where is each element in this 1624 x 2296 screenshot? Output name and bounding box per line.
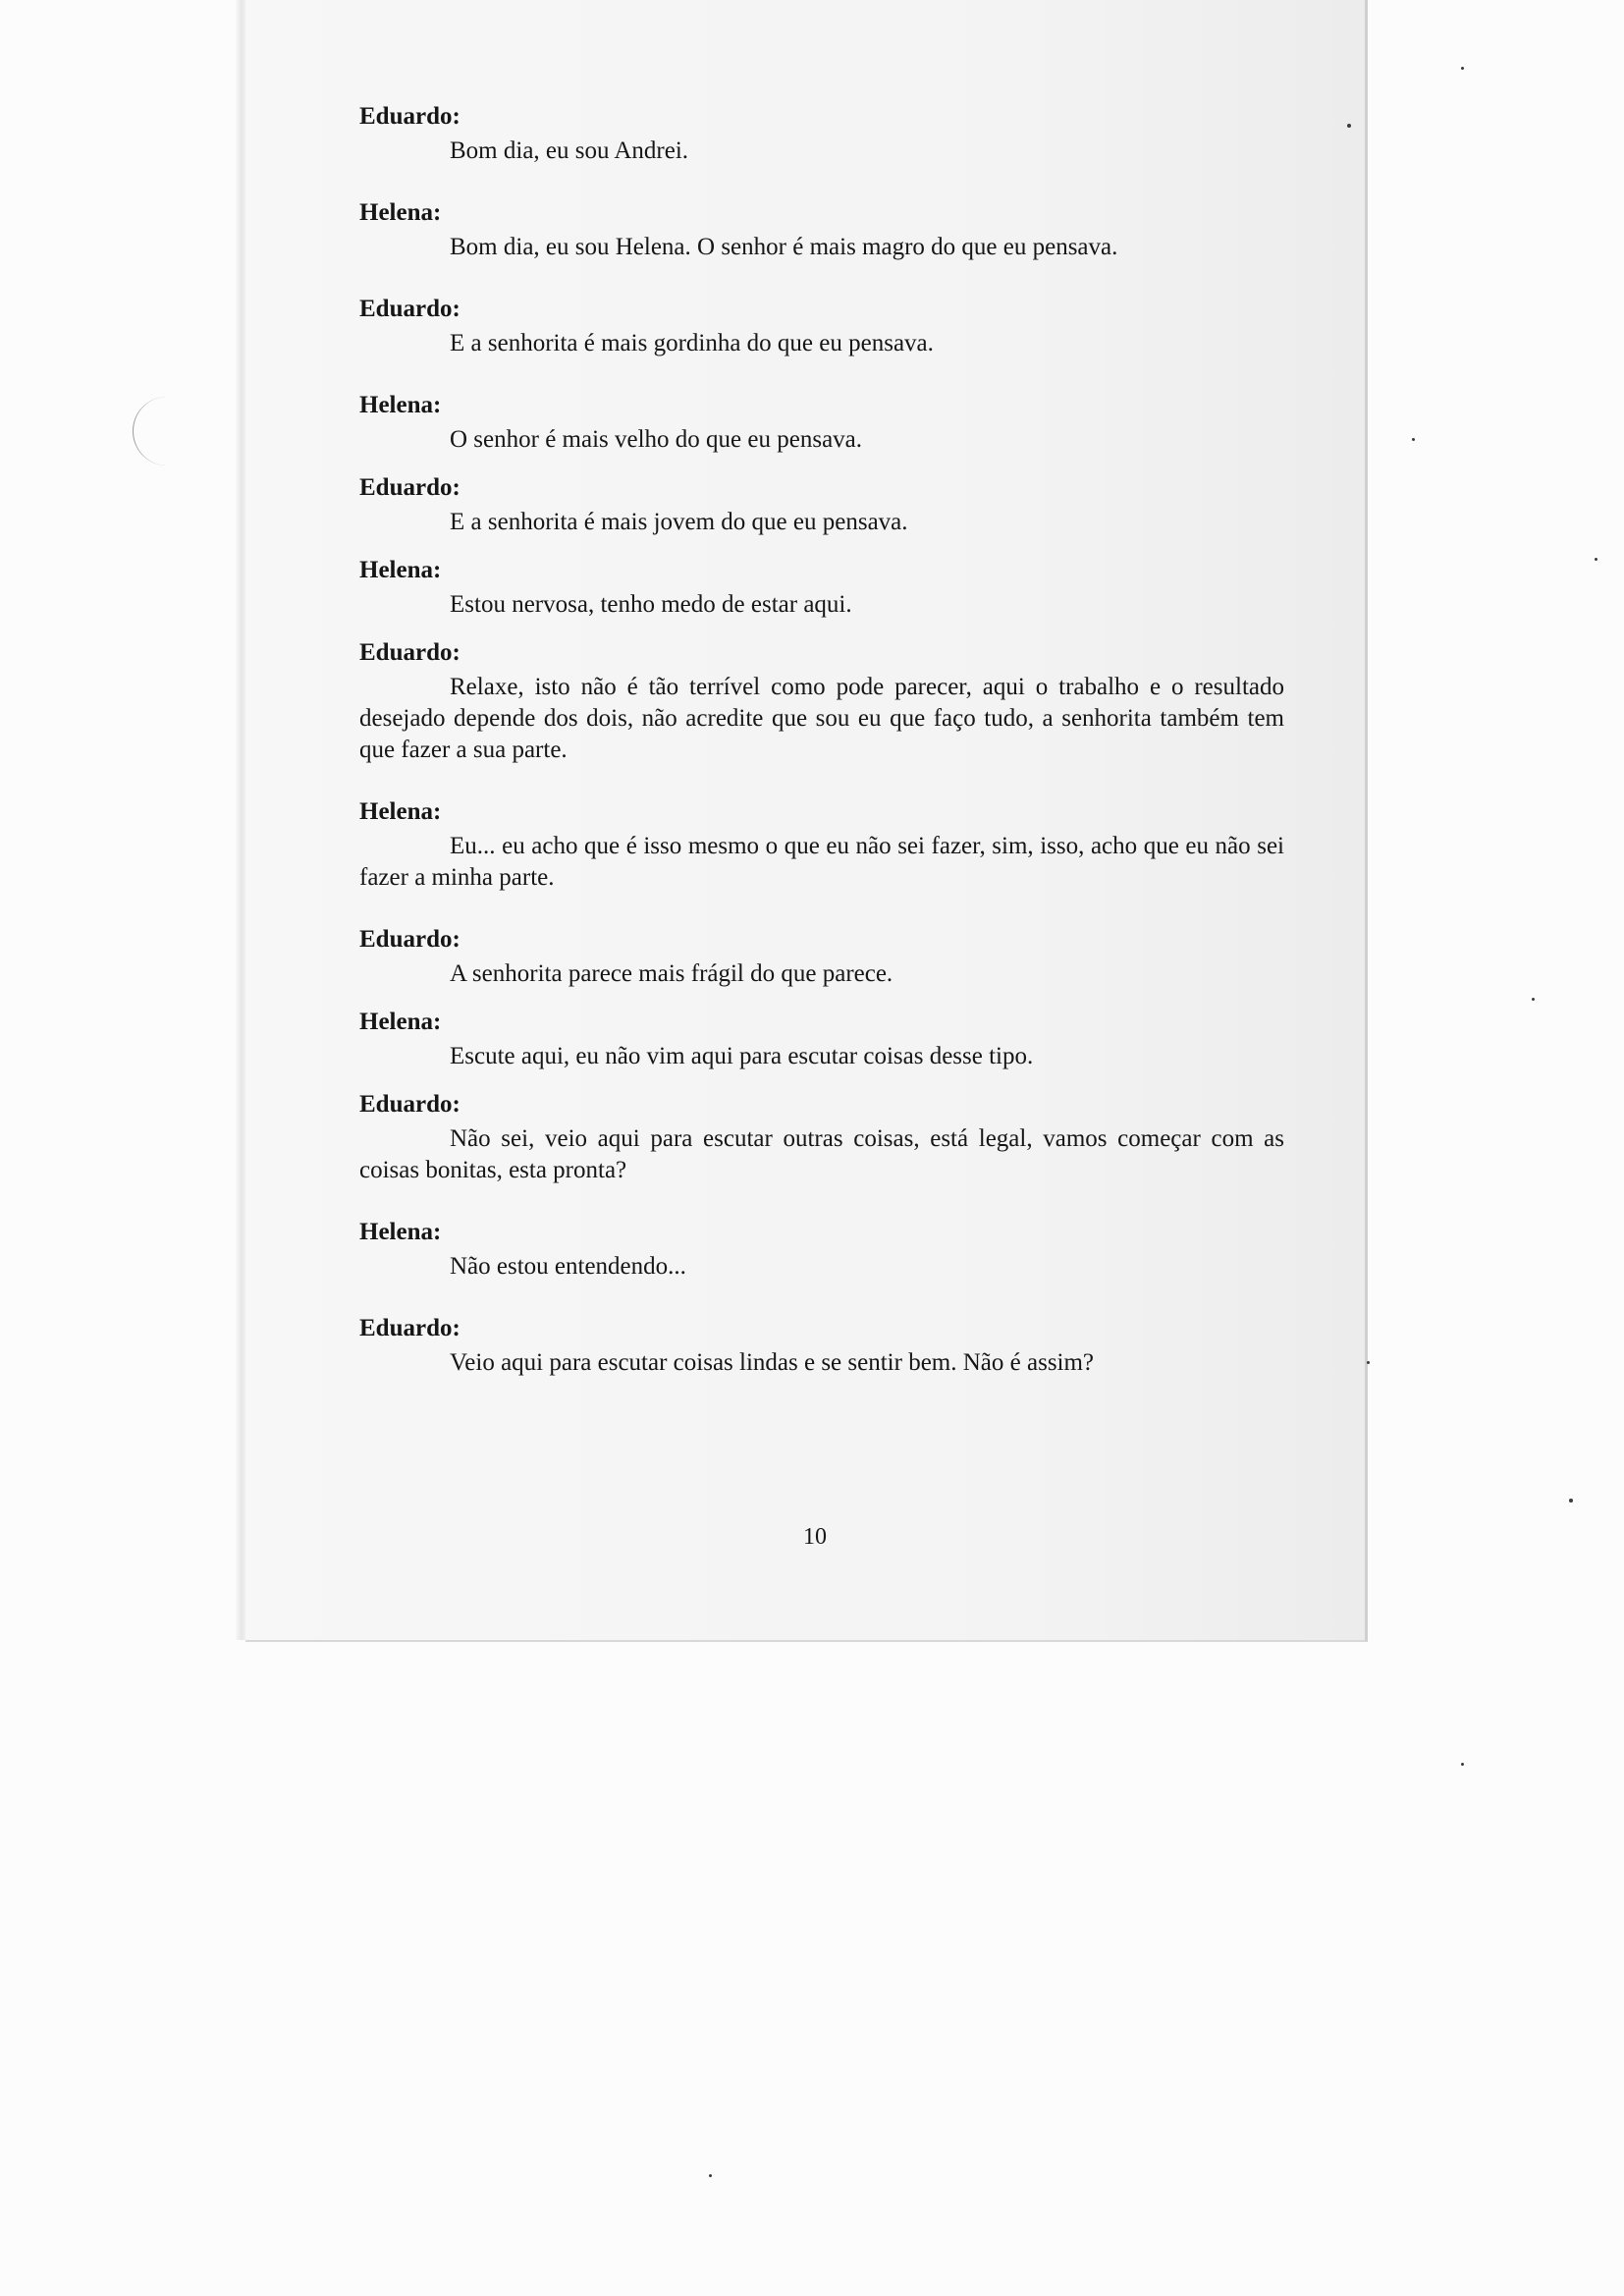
dialogue-entry — [359, 198, 1284, 263]
speaker-name: Eduardo: — [359, 1091, 460, 1118]
dialogue-entry — [359, 925, 1284, 990]
dialogue-entry — [359, 556, 1284, 621]
speech-line: Escute aqui, eu não vim aqui para escutar coisas desse tipo. — [450, 1043, 1034, 1069]
speaker-name: Eduardo: — [359, 1315, 460, 1341]
speech-line: Bom dia, eu sou Andrei. — [450, 137, 689, 164]
speaker-name: Eduardo: — [359, 296, 460, 322]
scan-speck — [1595, 558, 1597, 561]
speech-line: O senhor é mais velho do que eu pensava. — [450, 426, 863, 453]
speaker-name: Eduardo: — [359, 639, 460, 666]
scan-speck — [1367, 1361, 1370, 1364]
scan-artifact-curve — [133, 397, 173, 465]
dialogue-entry — [359, 295, 1284, 359]
page-number: 10 — [803, 1524, 827, 1550]
dialogue-entry — [359, 1314, 1284, 1379]
speaker-name: Helena: — [359, 1219, 442, 1245]
scan-speck — [1412, 438, 1415, 441]
scan-speck — [1461, 67, 1464, 70]
dialogue-entry — [359, 102, 1284, 167]
speaker-name: Helena: — [359, 798, 442, 825]
speech-line: Veio aqui para escutar coisas lindas e se sentir bem. Não é assim? — [450, 1349, 1095, 1376]
dialogue-entry — [359, 1218, 1284, 1283]
scan-speck — [1347, 124, 1351, 128]
speech-line: Não sei, veio aqui para escutar outras coisas, está legal, vamos começar com as coisas bonitas, esta pronta? — [359, 1125, 1284, 1183]
dialogue-entry — [359, 1008, 1284, 1072]
dialogue-body — [359, 102, 1284, 1379]
speaker-name: Helena: — [359, 199, 442, 226]
dialogue-entry — [359, 1090, 1284, 1186]
speech-line: E a senhorita é mais jovem do que eu pensava. — [450, 509, 908, 535]
speech-line: Eu... eu acho que é isso mesmo o que eu não sei fazer, sim, isso, acho que eu não sei fazer a minha parte. — [359, 833, 1284, 891]
speaker-name: Eduardo: — [359, 474, 460, 501]
dialogue-entry — [359, 797, 1284, 894]
dialogue-entry — [359, 473, 1284, 538]
speech-line: Estou nervosa, tenho medo de estar aqui. — [450, 591, 852, 618]
speaker-name: Helena: — [359, 557, 442, 583]
scan-speck — [709, 2174, 712, 2177]
speaker-name: Helena: — [359, 392, 442, 418]
scan-speck — [1461, 1763, 1464, 1766]
dialogue-entry — [359, 391, 1284, 456]
speaker-name: Eduardo: — [359, 926, 460, 953]
scan-speck — [1532, 998, 1535, 1001]
speech-line: Bom dia, eu sou Helena. O senhor é mais magro do que eu pensava. — [450, 234, 1118, 260]
speech-line: E a senhorita é mais gordinha do que eu pensava. — [450, 330, 934, 356]
dialogue-entry — [359, 638, 1284, 766]
speech-line: A senhorita parece mais frágil do que parece. — [450, 960, 893, 987]
scan-speck — [1569, 1499, 1573, 1503]
speaker-name: Helena: — [359, 1009, 442, 1035]
speech-line: Não estou entendendo... — [450, 1253, 686, 1280]
speech-line: Relaxe, isto não é tão terrível como pode parecer, aqui o trabalho e o resultado desejado depende dos dois, não acredite que sou eu que faço tudo, a senhorita também tem que fazer a sua parte. — [359, 674, 1284, 763]
speaker-name: Eduardo: — [359, 103, 460, 130]
